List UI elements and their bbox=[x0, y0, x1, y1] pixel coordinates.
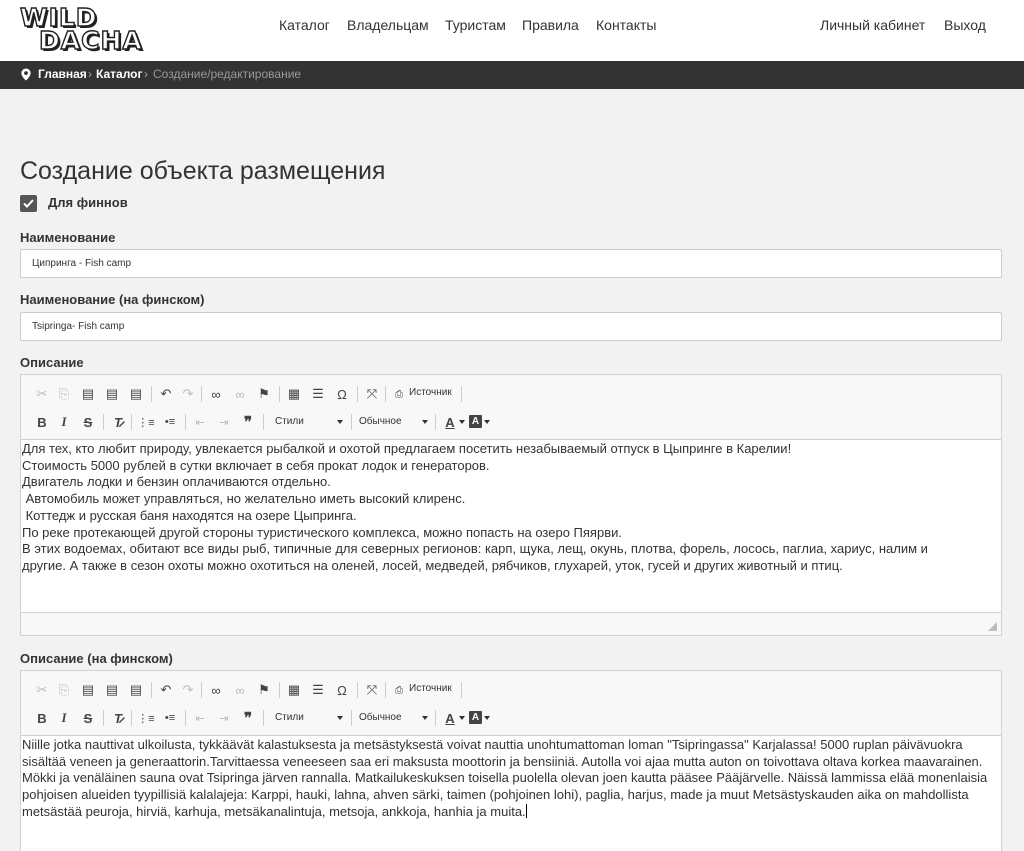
maximize-icon[interactable]: ⤧ bbox=[366, 682, 378, 697]
link-icon[interactable]: ∞ bbox=[211, 682, 221, 698]
name-input[interactable]: Ципринга - Fish camp bbox=[20, 249, 1002, 278]
cut-icon[interactable]: ✂ bbox=[36, 386, 48, 401]
toolbar-separator bbox=[263, 710, 264, 726]
bg-color-dropdown[interactable] bbox=[484, 413, 490, 431]
undo-icon[interactable]: ↶ bbox=[160, 682, 172, 697]
for-finns-label: Для финнов bbox=[48, 195, 128, 210]
resize-grip-icon[interactable] bbox=[988, 622, 997, 631]
toolbar-separator bbox=[201, 386, 202, 402]
name-fi-input[interactable]: Tsipringa- Fish camp bbox=[20, 312, 1002, 341]
outdent-icon[interactable]: ⇤ bbox=[195, 416, 205, 429]
paste-text-icon[interactable]: ▤ bbox=[105, 682, 119, 697]
chevron-down-icon bbox=[484, 716, 490, 720]
description-editor bbox=[20, 374, 1002, 636]
nav-catalog[interactable]: Каталог bbox=[279, 17, 330, 33]
chevron-down-icon bbox=[422, 716, 428, 720]
redo-icon[interactable]: ↷ bbox=[182, 682, 194, 697]
text-color-icon[interactable]: A bbox=[445, 710, 455, 726]
remove-format-icon[interactable]: T̷ bbox=[114, 414, 122, 430]
text-color-dropdown[interactable] bbox=[459, 709, 465, 727]
logout-link[interactable]: Выход bbox=[944, 17, 986, 33]
description-content[interactable] bbox=[21, 440, 1001, 575]
nav-rules[interactable]: Правила bbox=[522, 17, 579, 33]
paragraph: Коттедж и русская баня находятся на озере Цыпринга. bbox=[22, 507, 357, 523]
nav-owners[interactable]: Владельцам bbox=[347, 17, 429, 33]
format-dropdown-label: Обычное bbox=[359, 416, 402, 427]
outdent-icon[interactable]: ⇤ bbox=[195, 712, 205, 725]
toolbar-separator bbox=[435, 414, 436, 430]
editor-toolbar bbox=[21, 671, 1001, 736]
table-icon[interactable]: ▦ bbox=[287, 682, 301, 697]
maximize-icon[interactable]: ⤧ bbox=[366, 386, 378, 401]
table-icon[interactable]: ▦ bbox=[287, 386, 301, 401]
chevron-down-icon bbox=[484, 420, 490, 424]
description-fi-editor bbox=[20, 670, 1002, 851]
paragraph-fi-text: Niille jotka nauttivat ulkoilusta, tykkäävät kalastuksesta ja metsästyksestä voivat nauttia unohtumattoman loman "Tsipringassa" Karjalassa! 5000 ruplan päivävuokra sisältää veneen ja generaattorin.Tarvittaessa veneeseen saa eri maksusta moottorin ja bensiiniä. Autolla voi ajaa mutta auton on toivottava oltava korkea maavarainen. Mökki ja venäläinen sauna ovat Tsipringa järven rannalla. Matkailukeskuksen toisella puolella olevan joen kautta pääsee Pääjärvelle. Näissä lammissa elää monenlaisia pohjoisen alueiden tyypillisiä kalalajeja: Karppi, hauki, lahna, ahven särki, taimen (pohjoinen lohi), paglia, harjus, made ja muut Metsästyskauden aika on mahdollista metsästää peuroja, hirviä, karhuja, metsäkanalintuja, metsoja, ankkoja, hanhia ja muita. bbox=[22, 737, 988, 819]
toolbar-separator bbox=[461, 682, 462, 698]
toolbar-separator bbox=[201, 682, 202, 698]
source-icon[interactable]: ⎙ bbox=[395, 684, 403, 696]
paragraph: Стоимость 5000 рублей в сутки включает в себя прокат лодок и генераторов. bbox=[22, 457, 490, 473]
blockquote-icon[interactable]: ❞ bbox=[243, 710, 253, 727]
numbered-list-icon[interactable]: ⋮≡ bbox=[137, 416, 155, 429]
nav-tourists[interactable]: Туристам bbox=[445, 17, 506, 33]
breadcrumb-catalog[interactable]: Каталог bbox=[96, 67, 143, 81]
paragraph: Автомобиль может управляться, но желательно иметь высокий клиренс. bbox=[22, 491, 466, 507]
description-fi-content[interactable] bbox=[21, 736, 1001, 821]
redo-icon[interactable]: ↷ bbox=[182, 386, 194, 401]
toolbar-separator bbox=[279, 386, 280, 402]
paragraph-fi bbox=[22, 737, 1000, 821]
editor-footer bbox=[21, 612, 1001, 635]
horizontal-line-icon[interactable]: ☰ bbox=[312, 386, 324, 401]
styles-dropdown-label: Стили bbox=[275, 416, 304, 427]
chevron-down-icon bbox=[459, 716, 465, 720]
chevron-down-icon bbox=[459, 420, 465, 424]
source-button-label[interactable]: Источник bbox=[409, 387, 452, 398]
paragraph: другие. А также в сезон охоты можно охотиться на оленей, лосей, медведей, рябчиков, глухарей, уток, гусей и других животный и птиц. bbox=[22, 557, 843, 573]
chevron-down-icon bbox=[337, 716, 343, 720]
paste-word-icon[interactable]: ▤ bbox=[129, 682, 143, 697]
paragraph: Для тех, кто любит природу, увлекается рыбалкой и охотой предлагаем посетить незабываемый отпуск в Цыпринге в Карелии! bbox=[22, 441, 792, 456]
toolbar-separator bbox=[461, 386, 462, 402]
numbered-list-icon[interactable]: ⋮≡ bbox=[137, 712, 155, 725]
toolbar-separator bbox=[185, 414, 186, 430]
toolbar-separator bbox=[131, 414, 132, 430]
paragraph: Двигатель лодки и бензин оплачиваются отдельно. bbox=[22, 474, 331, 490]
paragraph: В этих водоемах, обитают все виды рыб, типичные для северных регионов: карп, щука, лещ, окунь, плотва, форель, лосось, паглиа, хариус, налим и bbox=[22, 541, 928, 557]
text-color-icon[interactable]: A bbox=[445, 414, 455, 430]
bold-icon[interactable]: B bbox=[37, 414, 47, 430]
special-char-icon[interactable]: Ω bbox=[337, 386, 347, 402]
bulleted-list-icon[interactable]: •≡ bbox=[164, 712, 176, 724]
toolbar-separator bbox=[185, 710, 186, 726]
undo-icon[interactable]: ↶ bbox=[160, 386, 172, 401]
for-finns-checkbox[interactable] bbox=[20, 195, 37, 212]
italic-icon[interactable]: I bbox=[61, 414, 67, 429]
site-header bbox=[0, 0, 1024, 61]
breadcrumb-home[interactable]: Главная bbox=[38, 67, 87, 81]
source-icon[interactable]: ⎙ bbox=[395, 388, 403, 400]
cut-icon[interactable]: ✂ bbox=[36, 682, 48, 697]
toolbar-separator bbox=[263, 414, 264, 430]
breadcrumb-current: Создание/редактирование bbox=[153, 67, 302, 81]
breadcrumb-separator: › bbox=[88, 67, 92, 81]
styles-dropdown[interactable] bbox=[275, 413, 345, 431]
copy-icon[interactable]: ⎘ bbox=[58, 386, 70, 401]
unlink-icon[interactable]: ∞ bbox=[235, 682, 245, 698]
strike-icon[interactable]: S bbox=[83, 414, 93, 430]
description-fi-label: Описание (на финском) bbox=[20, 651, 173, 666]
toolbar-separator bbox=[103, 414, 104, 430]
paragraph: По реке протекающей другой стороны туристического комплекса, можно попасть на озеро Пяярви. bbox=[22, 524, 622, 540]
chevron-down-icon bbox=[422, 420, 428, 424]
text-caret bbox=[526, 804, 527, 818]
toolbar-separator bbox=[385, 682, 386, 698]
bg-color-icon[interactable]: A bbox=[469, 711, 482, 724]
location-pin-icon bbox=[20, 68, 32, 81]
copy-icon[interactable]: ⎘ bbox=[58, 682, 70, 697]
bulleted-list-icon[interactable]: •≡ bbox=[164, 416, 176, 428]
toolbar-separator bbox=[131, 710, 132, 726]
toolbar-separator bbox=[351, 710, 352, 726]
logo-line-2: DACHA bbox=[39, 26, 143, 55]
page-title: Создание объекта размещения bbox=[20, 157, 386, 185]
toolbar-separator bbox=[351, 414, 352, 430]
toolbar-separator bbox=[357, 386, 358, 402]
nav-contacts[interactable]: Контакты bbox=[596, 17, 657, 33]
bg-color-dropdown[interactable] bbox=[484, 709, 490, 727]
toolbar-separator bbox=[357, 682, 358, 698]
format-dropdown-label: Обычное bbox=[359, 712, 402, 723]
source-button-label[interactable]: Источник bbox=[409, 683, 452, 694]
breadcrumb-separator: › bbox=[144, 67, 148, 81]
format-dropdown[interactable] bbox=[359, 413, 431, 431]
paste-text-icon[interactable]: ▤ bbox=[105, 386, 119, 401]
toolbar-row-2 bbox=[33, 411, 933, 433]
italic-icon[interactable]: I bbox=[61, 710, 67, 725]
special-char-icon[interactable]: Ω bbox=[337, 682, 347, 698]
logo-line-1: WILD bbox=[20, 3, 98, 32]
name-fi-label: Наименование (на финском) bbox=[20, 292, 205, 307]
format-dropdown[interactable] bbox=[359, 709, 431, 727]
toolbar-separator bbox=[151, 386, 152, 402]
wild-dacha-logo[interactable] bbox=[20, 3, 156, 55]
toolbar-row-2 bbox=[33, 707, 933, 729]
text-color-dropdown[interactable] bbox=[459, 413, 465, 431]
bg-color-icon[interactable]: A bbox=[469, 415, 482, 428]
unlink-icon[interactable]: ∞ bbox=[235, 386, 245, 402]
toolbar-separator bbox=[435, 710, 436, 726]
description-label: Описание bbox=[20, 355, 84, 370]
toolbar-row-1 bbox=[33, 679, 933, 701]
indent-icon[interactable]: ⇥ bbox=[219, 416, 229, 429]
toolbar-separator bbox=[279, 682, 280, 698]
chevron-down-icon bbox=[337, 420, 343, 424]
link-icon[interactable]: ∞ bbox=[211, 386, 221, 402]
paste-word-icon[interactable]: ▤ bbox=[129, 386, 143, 401]
styles-dropdown[interactable] bbox=[275, 709, 345, 727]
anchor-icon[interactable]: ⚑ bbox=[258, 682, 270, 697]
toolbar-separator bbox=[385, 386, 386, 402]
toolbar-separator bbox=[103, 710, 104, 726]
name-label: Наименование bbox=[20, 230, 116, 245]
toolbar-separator bbox=[151, 682, 152, 698]
paste-icon[interactable]: ▤ bbox=[81, 682, 95, 697]
styles-dropdown-label: Стили bbox=[275, 712, 304, 723]
paste-icon[interactable]: ▤ bbox=[81, 386, 95, 401]
strike-icon[interactable]: S bbox=[83, 710, 93, 726]
remove-format-icon[interactable]: T̷ bbox=[114, 710, 122, 726]
indent-icon[interactable]: ⇥ bbox=[219, 712, 229, 725]
editor-toolbar bbox=[21, 375, 1001, 440]
checkmark-icon bbox=[22, 197, 35, 210]
toolbar-row-1 bbox=[33, 383, 933, 405]
bold-icon[interactable]: B bbox=[37, 710, 47, 726]
account-link[interactable]: Личный кабинет bbox=[820, 17, 926, 33]
breadcrumb bbox=[0, 61, 1024, 89]
blockquote-icon[interactable]: ❞ bbox=[243, 414, 253, 431]
anchor-icon[interactable]: ⚑ bbox=[258, 386, 270, 401]
horizontal-line-icon[interactable]: ☰ bbox=[312, 682, 324, 697]
